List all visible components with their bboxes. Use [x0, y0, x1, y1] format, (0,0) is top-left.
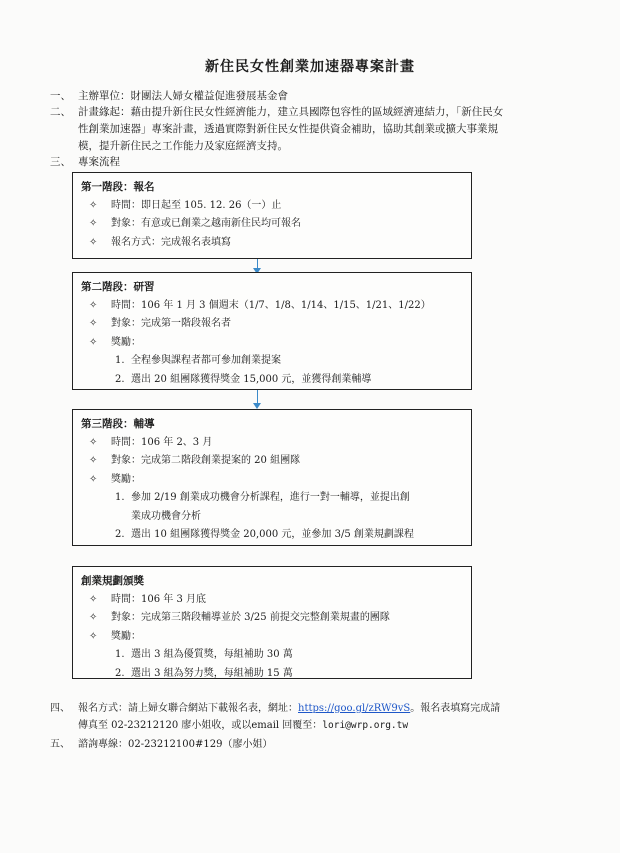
contact-email[interactable]: lori@wrp.org.tw	[322, 720, 409, 731]
stage3-box	[72, 409, 472, 546]
reward-text: 選出 3 組為努力獎，每組補助 15 萬	[131, 667, 293, 679]
section-number: 三、	[50, 156, 71, 168]
list-number: 1.	[115, 355, 125, 366]
list-number: 1.	[115, 649, 125, 660]
list-item	[81, 352, 463, 371]
background-line-3: 模，提升新住民之工作能力及家庭經濟支持。	[78, 140, 288, 152]
list-item-continuation	[81, 508, 463, 527]
stage2-time: 時間：106 年 1 月 3 個週末（1/7、1/8、1/14、1/15、1/21、1/22）	[111, 299, 431, 311]
registration-fax-text: 傳真至 02-23212120 廖小姐收，或以email 回覆至：	[78, 720, 323, 731]
bullet-icon: ✧	[89, 455, 98, 466]
stage1-target: 對象：有意或已創業之越南新住民均可報名	[111, 218, 301, 229]
stage1-heading: 第一階段：報名	[81, 181, 155, 193]
list-number: 1.	[115, 492, 125, 503]
section-organizer	[50, 88, 578, 105]
list-item	[81, 371, 463, 390]
bullet-icon: ✧	[89, 593, 98, 605]
bullet-icon: ✧	[89, 436, 98, 448]
bullet-icon: ✧	[89, 612, 98, 623]
section-number: 一、	[50, 90, 71, 102]
reward-text: 選出 3 組為優質獎，每組補助 30 萬	[131, 649, 293, 660]
list-number: 2.	[115, 529, 125, 540]
process-heading: 專案流程	[78, 156, 120, 168]
stage3-heading: 第三階段：輔導	[81, 418, 155, 430]
bullet-icon: ✧	[89, 336, 98, 348]
bullet-icon: ✧	[89, 473, 98, 485]
stage1-method: 報名方式：完成報名表填寫	[111, 236, 231, 248]
award-box	[72, 566, 472, 679]
organizer-text: 主辦單位：財團法人婦女權益促進發展基金會	[78, 90, 288, 102]
bullet-icon: ✧	[89, 318, 98, 329]
list-item	[81, 489, 463, 508]
stage2-reward-label: 獎勵：	[111, 336, 141, 348]
award-target: 對象：完成第三階段輔導並於 3/25 前提交完整創業規畫的團隊	[111, 612, 390, 623]
stage3-time: 時間：106 年 2、3 月	[111, 436, 213, 448]
list-number: 2.	[115, 667, 125, 679]
bullet-icon: ✧	[89, 199, 98, 211]
section-number: 五、	[50, 739, 70, 750]
registration-link[interactable]: https://goo.gl/zRW9vS	[298, 703, 411, 714]
section-process	[50, 154, 578, 171]
stage3-reward-label: 獎勵：	[111, 473, 141, 485]
background-line-1: 計畫緣起：藉由提升新住民女性經濟能力，建立具國際包容性的區域經濟連結力，「新住民女	[78, 106, 504, 118]
section-background	[50, 104, 578, 155]
section-number: 二、	[50, 106, 71, 118]
award-time: 時間：106 年 3 月底	[111, 593, 206, 605]
bullet-icon: ✧	[89, 218, 98, 229]
stage2-target: 對象：完成第一階段報名者	[111, 318, 231, 329]
reward-text: 選出 20 組團隊獲得獎金 15,000 元，並獲得創業輔導	[131, 373, 372, 385]
registration-text-suffix: 。報名表填寫完成請	[410, 703, 501, 714]
document-title: 新住民女性創業加速器專案計畫	[205, 59, 415, 75]
reward-text: 全程參與課程者都可參加創業提案	[131, 355, 281, 366]
list-item	[81, 646, 463, 665]
list-item	[81, 665, 463, 684]
list-item	[81, 526, 463, 545]
stage1-time: 時間：即日起至 105. 12. 26（一）止	[111, 199, 282, 211]
reward-text: 參加 2/19 創業成功機會分析課程，進行一對一輔導，並提出創	[131, 492, 410, 503]
registration-text: 報名方式：請上婦女聯合網站下載報名表，網址：	[78, 703, 298, 714]
stage2-heading: 第二階段：研習	[81, 281, 155, 293]
stage1-box	[72, 172, 472, 259]
award-reward-label: 獎勵：	[111, 630, 141, 642]
hotline-text: 諮詢專線：02-23212100#129（廖小姐）	[78, 739, 273, 750]
background-line-2: 性創業加速器」專案計畫，透過實際對新住民女性提供資金補助，協助其創業或擴大事業規	[78, 123, 498, 135]
list-number: 2.	[115, 373, 125, 385]
bullet-icon: ✧	[89, 236, 98, 248]
bullet-icon: ✧	[89, 299, 98, 311]
section-number: 四、	[50, 703, 70, 714]
reward-text-continuation: 業成功機會分析	[131, 510, 201, 522]
bullet-icon: ✧	[89, 630, 98, 642]
reward-text: 選出 10 組團隊獲得獎金 20,000 元，並參加 3/5 創業規劃課程	[131, 529, 414, 540]
stage3-target: 對象：完成第二階段創業提案的 20 組團隊	[111, 455, 301, 466]
section-registration	[50, 700, 578, 734]
section-hotline	[50, 736, 578, 753]
award-heading: 創業規劃頒獎	[81, 575, 144, 587]
stage2-box	[72, 272, 472, 390]
